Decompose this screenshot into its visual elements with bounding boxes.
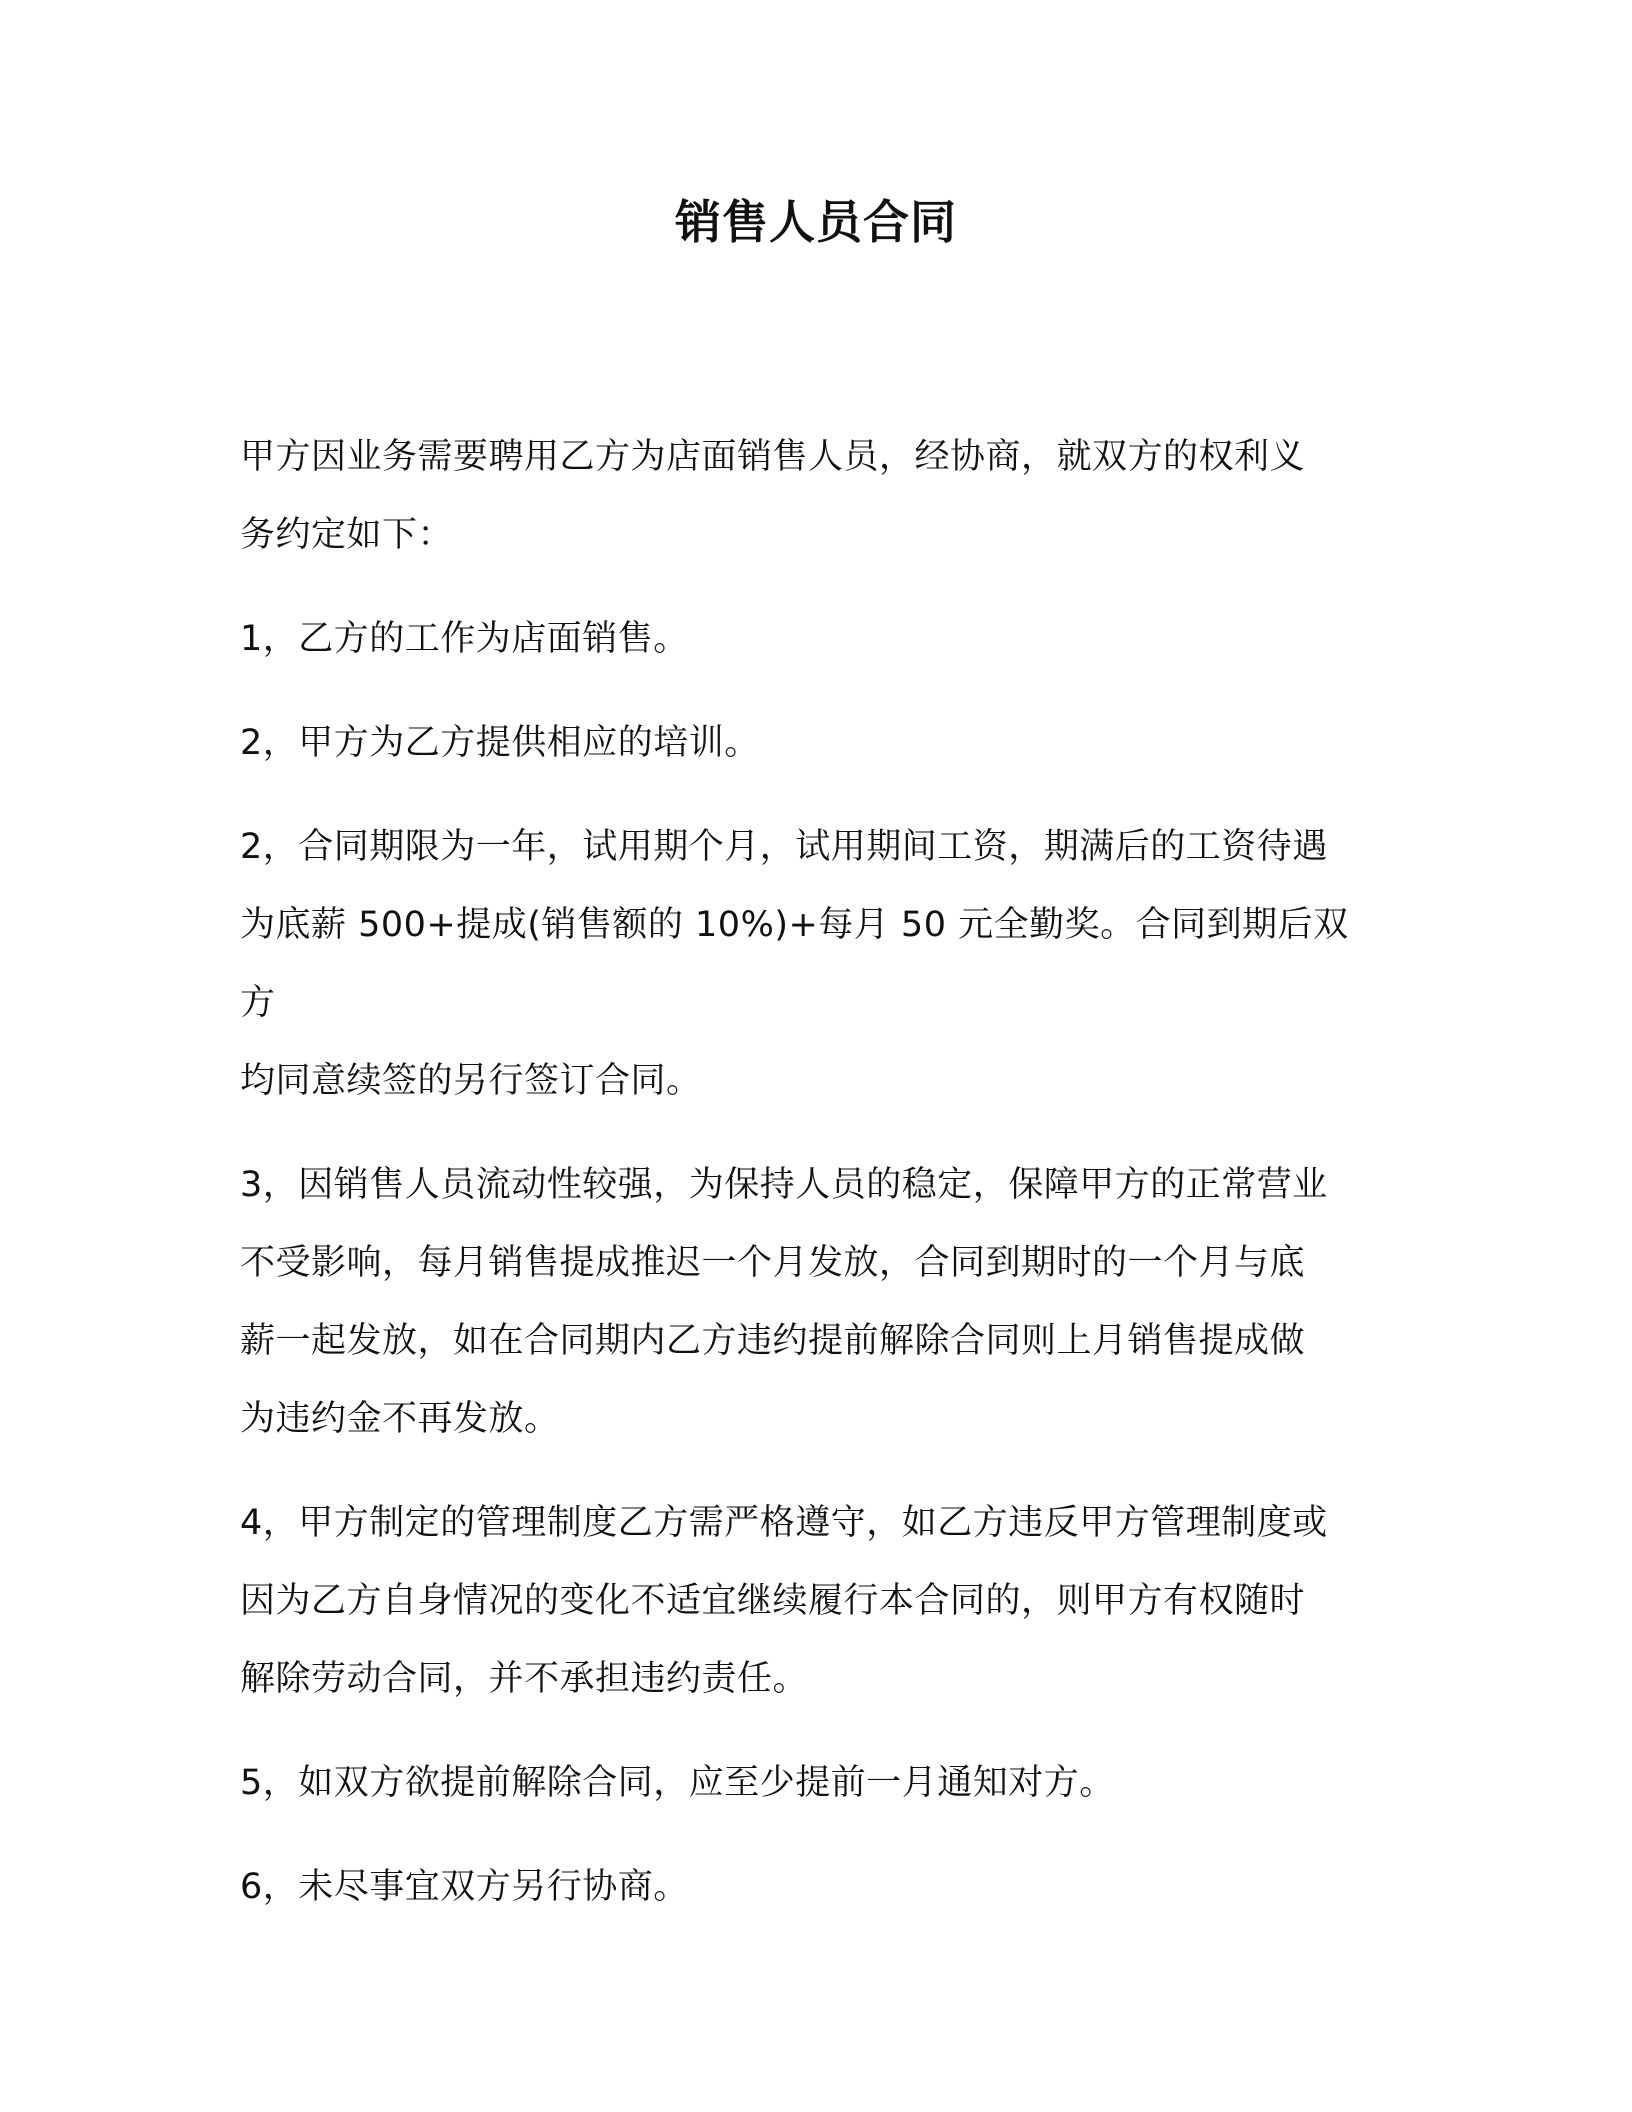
paragraph-gap — [240, 1718, 1380, 1744]
paragraph-gap — [240, 1458, 1380, 1484]
clause-4-paragraph: 4，甲方制定的管理制度乙方需严格遵守，如乙方违反甲方管理制度或 因为乙方自身情况的变化不适宜继续履行本合同的，则甲方有权随时 解除劳动合同，并不承担违约责任。 — [240, 1503, 1328, 1699]
clause-3-paragraph: 3，因销售人员流动性较强，为保持人员的稳定，保障甲方的正常营业 不受影响，每月销售提成推迟一个月发放，合同到期时的一个月与底 薪一起发放，如在合同期内乙方违约提前解除合同则上月销售提成做 为违约金不再发放。 — [240, 1165, 1328, 1439]
paragraph-gap — [240, 782, 1380, 808]
paragraph-gap — [240, 574, 1380, 600]
clause-2-term-paragraph: 2，合同期限为一年，试用期个月，试用期间工资，期满后的工资待遇 为底薪 500+提成(销售额的 10%)+每月 50 元全勤奖。合同到期后双方 均同意续签的另行签订合同。 — [240, 827, 1349, 1101]
intro-paragraph: 甲方因业务需要聘用乙方为店面销售人员，经协商，就双方的权利义 务约定如下： — [240, 437, 1306, 555]
paragraph-gap — [240, 1822, 1380, 1848]
document-title: 销售人员合同 — [675, 195, 957, 249]
clause-1-paragraph: 1，乙方的工作为店面销售。 — [240, 619, 689, 659]
clause-6-paragraph: 6，未尽事宜双方另行协商。 — [240, 1867, 689, 1907]
clause-2-training-paragraph: 2，甲方为乙方提供相应的培训。 — [240, 723, 760, 763]
paragraph-gap — [240, 678, 1380, 704]
document-body — [240, 418, 1380, 1926]
clause-5-paragraph: 5，如双方欲提前解除合同，应至少提前一月通知对方。 — [240, 1763, 1115, 1803]
paragraph-gap — [240, 1120, 1380, 1146]
